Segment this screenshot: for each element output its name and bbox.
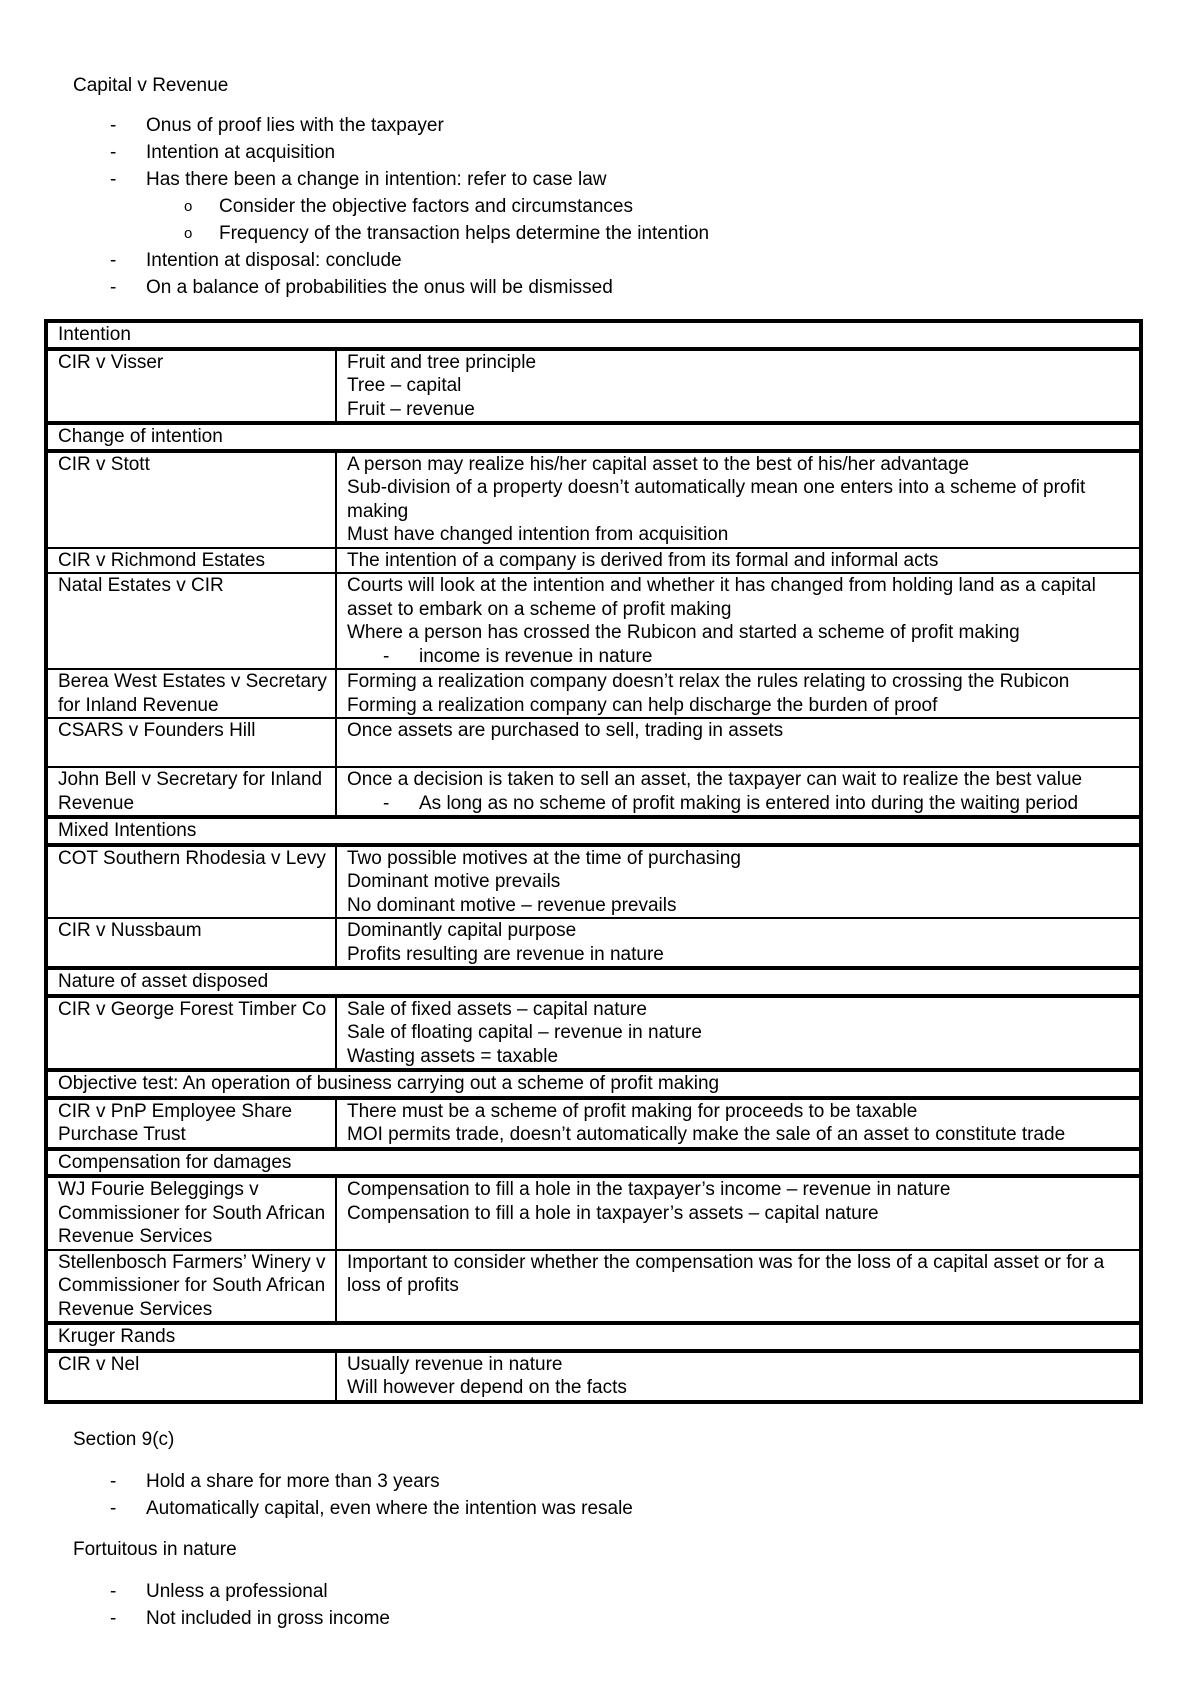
- table-row: [46, 845, 1141, 919]
- section-row-compensation: Compensation for damages: [46, 1149, 1141, 1177]
- heading-fortuitous: Fortuitous in nature: [73, 1539, 237, 1560]
- case-name: Natal Estates v CIR: [46, 573, 336, 669]
- list-subitem: o Consider the objective factors and circumstances: [184, 196, 633, 217]
- case-notes: Fruit and tree principle Tree – capital Fruit – revenue: [336, 349, 1141, 424]
- table-row: [46, 718, 1141, 767]
- table-row: [46, 573, 1141, 669]
- case-name: CIR v George Forest Timber Co: [46, 996, 336, 1071]
- case-name: CIR v Nussbaum: [46, 918, 336, 968]
- case-name: CIR v Nel: [46, 1351, 336, 1402]
- table-row: [46, 669, 1141, 718]
- table-row: [46, 1351, 1141, 1402]
- case-notes: Courts will look at the intention and whether it has changed from holding land as a capital asset to embark on a scheme of profit making Where a person has crossed the Rubicon and started a scheme of profit making - income is revenue in nature: [336, 573, 1141, 669]
- section-row-nature-of-asset: Nature of asset disposed: [46, 968, 1141, 996]
- table-row: [46, 918, 1141, 968]
- case-name: CIR v PnP Employee Share Purchase Trust: [46, 1098, 336, 1149]
- case-name: Stellenbosch Farmers’ Winery v Commissioner for South African Revenue Services: [46, 1250, 336, 1324]
- case-name: CIR v Stott: [46, 451, 336, 548]
- list-item: - Has there been a change in intention: refer to case law: [110, 169, 607, 190]
- case-notes: There must be a scheme of profit making for proceeds to be taxable MOI permits trade, doesn’t automatically make the sale of an asset to constitute trade: [336, 1098, 1141, 1149]
- section-row-mixed-intentions: Mixed Intentions: [46, 817, 1141, 845]
- case-notes: Sale of fixed assets – capital nature Sale of floating capital – revenue in nature Wasting assets = taxable: [336, 996, 1141, 1071]
- case-name: CSARS v Founders Hill: [46, 718, 336, 767]
- case-notes: Two possible motives at the time of purchasing Dominant motive prevails No dominant motive – revenue prevails: [336, 845, 1141, 919]
- case-name: Berea West Estates v Secretary for Inland Revenue: [46, 669, 336, 718]
- fortuitous-list: [0, 1580, 1200, 1634]
- case-notes: Dominantly capital purpose Profits resulting are revenue in nature: [336, 918, 1141, 968]
- heading-capital-v-revenue: Capital v Revenue: [73, 75, 229, 96]
- case-notes: Once a decision is taken to sell an asset, the taxpayer can wait to realize the best value - As long as no scheme of profit making is entered into during the waiting period: [336, 767, 1141, 817]
- list-item: - Automatically capital, even where the intention was resale: [110, 1498, 633, 1519]
- section-row-objective-test: Objective test: An operation of business carrying out a scheme of profit making: [46, 1070, 1141, 1098]
- case-notes: Compensation to fill a hole in the taxpayer’s income – revenue in nature Compensation to fill a hole in taxpayer’s assets – capital nature: [336, 1176, 1141, 1250]
- case-law-table: [44, 319, 1143, 1404]
- list-subitem: o Frequency of the transaction helps determine the intention: [184, 223, 710, 244]
- table-row: [46, 349, 1141, 424]
- section-row-kruger-rands: Kruger Rands: [46, 1323, 1141, 1351]
- table-row: [46, 451, 1141, 548]
- table-row: [46, 767, 1141, 817]
- case-name: COT Southern Rhodesia v Levy: [46, 845, 336, 919]
- section-row-intention: Intention: [46, 321, 1141, 349]
- case-notes: Once assets are purchased to sell, trading in assets: [336, 718, 1141, 767]
- case-name: CIR v Visser: [46, 349, 336, 424]
- table-row: [46, 1176, 1141, 1250]
- section-row-change-of-intention: Change of intention: [46, 423, 1141, 451]
- list-item: - Not included in gross income: [110, 1608, 390, 1629]
- case-name: WJ Fourie Beleggings v Commissioner for South African Revenue Services: [46, 1176, 336, 1250]
- case-name: John Bell v Secretary for Inland Revenue: [46, 767, 336, 817]
- case-notes: Important to consider whether the compensation was for the loss of a capital asset or for a loss of profits: [336, 1250, 1141, 1324]
- table-row: [46, 1098, 1141, 1149]
- intro-list: [0, 114, 1200, 303]
- case-notes: Usually revenue in nature Will however depend on the facts: [336, 1351, 1141, 1402]
- list-item: - Intention at disposal: conclude: [110, 250, 402, 271]
- list-item: - Onus of proof lies with the taxpayer: [110, 115, 444, 136]
- case-notes: The intention of a company is derived from its formal and informal acts: [336, 548, 1141, 574]
- table-row: [46, 996, 1141, 1071]
- case-name: CIR v Richmond Estates: [46, 548, 336, 574]
- list-item: - Intention at acquisition: [110, 142, 336, 163]
- table-row: [46, 548, 1141, 574]
- list-item: - Hold a share for more than 3 years: [110, 1471, 440, 1492]
- section-9c-list: [0, 1470, 1200, 1524]
- table-row: [46, 1250, 1141, 1324]
- list-item: - On a balance of probabilities the onus will be dismissed: [110, 277, 613, 298]
- heading-section-9c: Section 9(c): [73, 1429, 175, 1450]
- case-notes: Forming a realization company doesn’t relax the rules relating to crossing the Rubicon Forming a realization company can help discharge the burden of proof: [336, 669, 1141, 718]
- list-item: - Unless a professional: [110, 1581, 328, 1602]
- case-notes: A person may realize his/her capital asset to the best of his/her advantage Sub-division of a property doesn’t automatically mean one enters into a scheme of profit making Must have changed intention from acquisition: [336, 451, 1141, 548]
